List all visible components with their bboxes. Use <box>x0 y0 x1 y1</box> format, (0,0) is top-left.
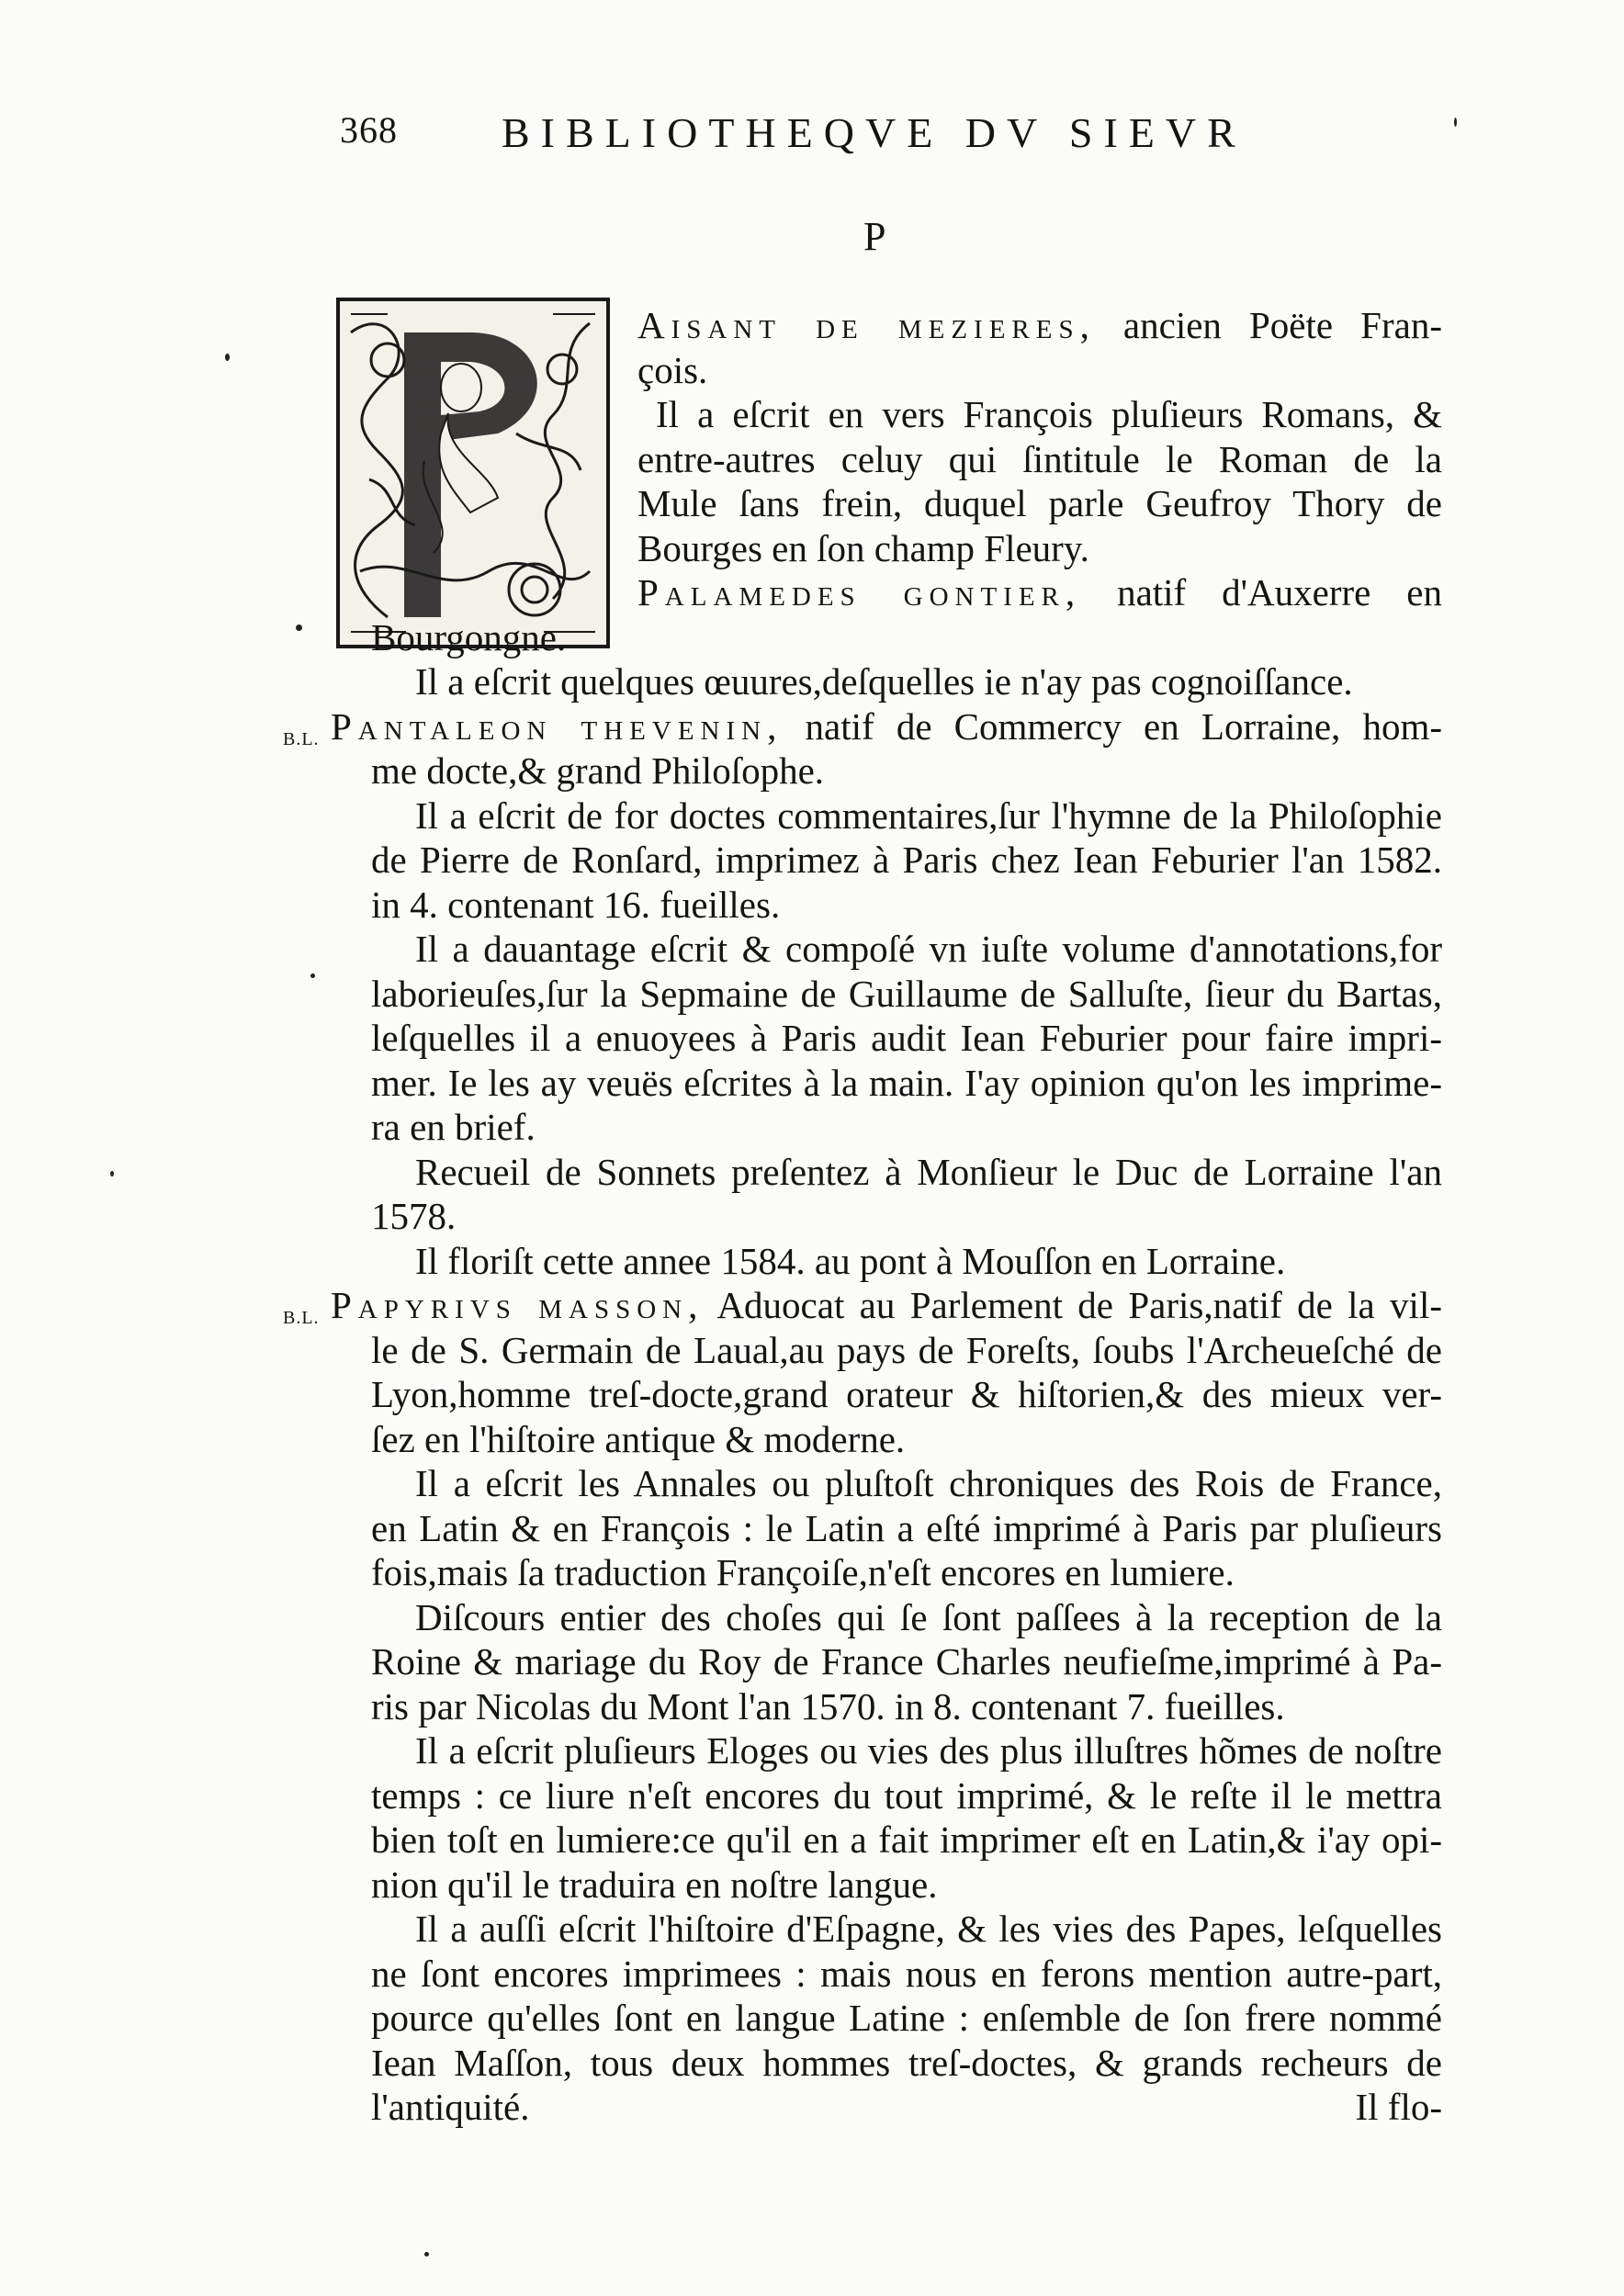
entry-line <box>371 570 1442 615</box>
ink-speck <box>1454 118 1457 127</box>
text-line: nion qu'il le traduira en noſtre langue. <box>371 1863 938 1906</box>
ink-speck <box>110 1171 114 1176</box>
text-line: bien toſt en lumiere:ce qu'il en a fait imprimer eſt en Latin,& i'ay opi- <box>371 1818 1442 1861</box>
text-line: Iean Maſſon, tous deux hommes treſ-doctes, & grands recheurs de <box>371 2041 1442 2084</box>
text-line: ne ſont encores imprimees : mais nous en ferons mention autre-part, <box>371 1952 1442 1995</box>
text-line: Il floriſt cette annee 1584. au pont à Mouſſon en Lorraine. <box>415 1239 1286 1282</box>
page-header <box>340 108 1268 173</box>
text-line: me docte,& grand Philoſophe. <box>371 749 825 792</box>
text-line-end: l'antiquité. <box>371 2086 530 2128</box>
entry-text: ancien Poëte Fran- <box>1095 304 1442 346</box>
text-line: mer. Ie les ay veuës eſcrites à la main. I'ay opinion qu'on les imprime- <box>371 1061 1442 1104</box>
entry-text: natif d'Auxerre en <box>1081 571 1442 613</box>
text-line: Roine & mariage du Roy de France Charles neufieſme,imprimé à Pa- <box>371 1640 1442 1683</box>
text-line: in 4. contenant 16. fueilles. <box>371 883 781 926</box>
text-line: Mule ſans frein, duquel parle Geufroy Thory de <box>637 482 1442 524</box>
entry-name: Papyrivs masson, <box>331 1284 705 1326</box>
running-title: BIBLIOTHEQVE DV SIEVR <box>502 109 1246 156</box>
text-line: le de S. Germain de Laual,au pays de Foreſts, ſoubs l'Archeueſché de <box>371 1328 1442 1371</box>
text-line: Il a eſcrit quelques œuures,deſquelles ie n'ay pas cognoiſſance. <box>415 660 1353 703</box>
text-line: laborieuſes,ſur la Sepmaine de Guillaume de Salluſte, ſieur du Bartas, <box>371 972 1442 1015</box>
text-line: en Latin & en François : le Latin a eſté imprimé à Paris par pluſieurs <box>371 1506 1442 1549</box>
entry-line <box>283 704 1443 749</box>
text-line: Diſcours entier des choſes qui ſe ſont paſſees à la reception de la <box>415 1595 1442 1638</box>
page-number: 368 <box>340 109 398 151</box>
text-line: Il a eſcrit en vers François pluſieurs Romans, & <box>656 393 1442 435</box>
entry-name: Palamedes gontier, <box>637 571 1082 613</box>
text-line: ris par Nicolas du Mont l'an 1570. in 8. contenant 7. fueilles. <box>371 1684 1285 1728</box>
text-line: entre-autres celuy qui ſintitule le Roman de la <box>637 437 1442 480</box>
text-line: Il a eſcrit les Annales ou pluſtoſt chroniques des Rois de France, <box>415 1462 1442 1504</box>
ink-speck <box>310 974 315 978</box>
catchword: Il flo- <box>1355 2086 1442 2128</box>
entry-text: Aduocat au Parlement de Paris,natif de la vil- <box>704 1284 1442 1326</box>
ink-speck <box>296 625 302 631</box>
text-line: Il a eſcrit pluſieurs Eloges ou vies des plus illuſtres hõmes de noſtre <box>415 1729 1442 1772</box>
text-line: Il a auſſi eſcrit l'hiſtoire d'Eſpagne, & les vies des Papes, leſquelles <box>415 1908 1442 1950</box>
text-line: ra en brief. <box>371 1106 536 1148</box>
text-line: pource qu'elles ſont en langue Latine : enſemble de ſon frere nommé <box>371 1997 1442 2039</box>
ink-speck <box>225 354 230 361</box>
text-line: fois,mais ſa traduction Françoiſe,n'eſt encores en lumiere. <box>371 1551 1235 1593</box>
margin-note: B.L. <box>283 728 320 749</box>
text-line: de Pierre de Ronſard, imprimez à Paris chez Iean Feburier l'an 1582. <box>371 838 1442 881</box>
text-line: ſez en l'hiſtoire antique & moderne. <box>371 1417 906 1460</box>
entry-name: Aisant de mezieres, <box>637 304 1096 346</box>
entry-line <box>371 303 1442 348</box>
entry-name: Pantaleon thevenin, <box>331 704 784 748</box>
text-line: Il a dauantage eſcrit & compoſé vn iuſte volume d'annotations,for <box>415 928 1442 970</box>
text-line: Il a eſcrit de for doctes commentaires,ſur l'hymne de la Philoſophie <box>415 793 1442 837</box>
text-line: 1578. <box>371 1195 457 1237</box>
text-line: Lyon,homme treſ-docte,grand orateur & hiſtorien,& des mieux ver- <box>371 1373 1442 1415</box>
text-line: Recueil de Sonnets preſentez à Monſieur le Duc de Lorraine l'an <box>415 1150 1442 1193</box>
ink-speck <box>424 2252 429 2257</box>
text-line <box>371 2085 1442 2130</box>
entry-line <box>283 1283 1442 1328</box>
page-text <box>283 303 1443 2130</box>
margin-note: B.L. <box>283 1308 320 1328</box>
text-line: Bourgongne. <box>371 615 567 658</box>
section-letter: P <box>863 214 886 259</box>
text-line: leſquelles il a enuoyees à Paris audit Iean Feburier pour faire impri- <box>371 1017 1442 1059</box>
text-line: Bourges en ſon champ Fleury. <box>637 526 1089 569</box>
entry-text: natif de Commercy en Lorraine, hom- <box>783 704 1443 748</box>
text-line: çois. <box>637 348 708 391</box>
text-line: temps : ce liure n'eſt encores du tout imprimé, & le reſte il le mettra <box>371 1773 1442 1817</box>
